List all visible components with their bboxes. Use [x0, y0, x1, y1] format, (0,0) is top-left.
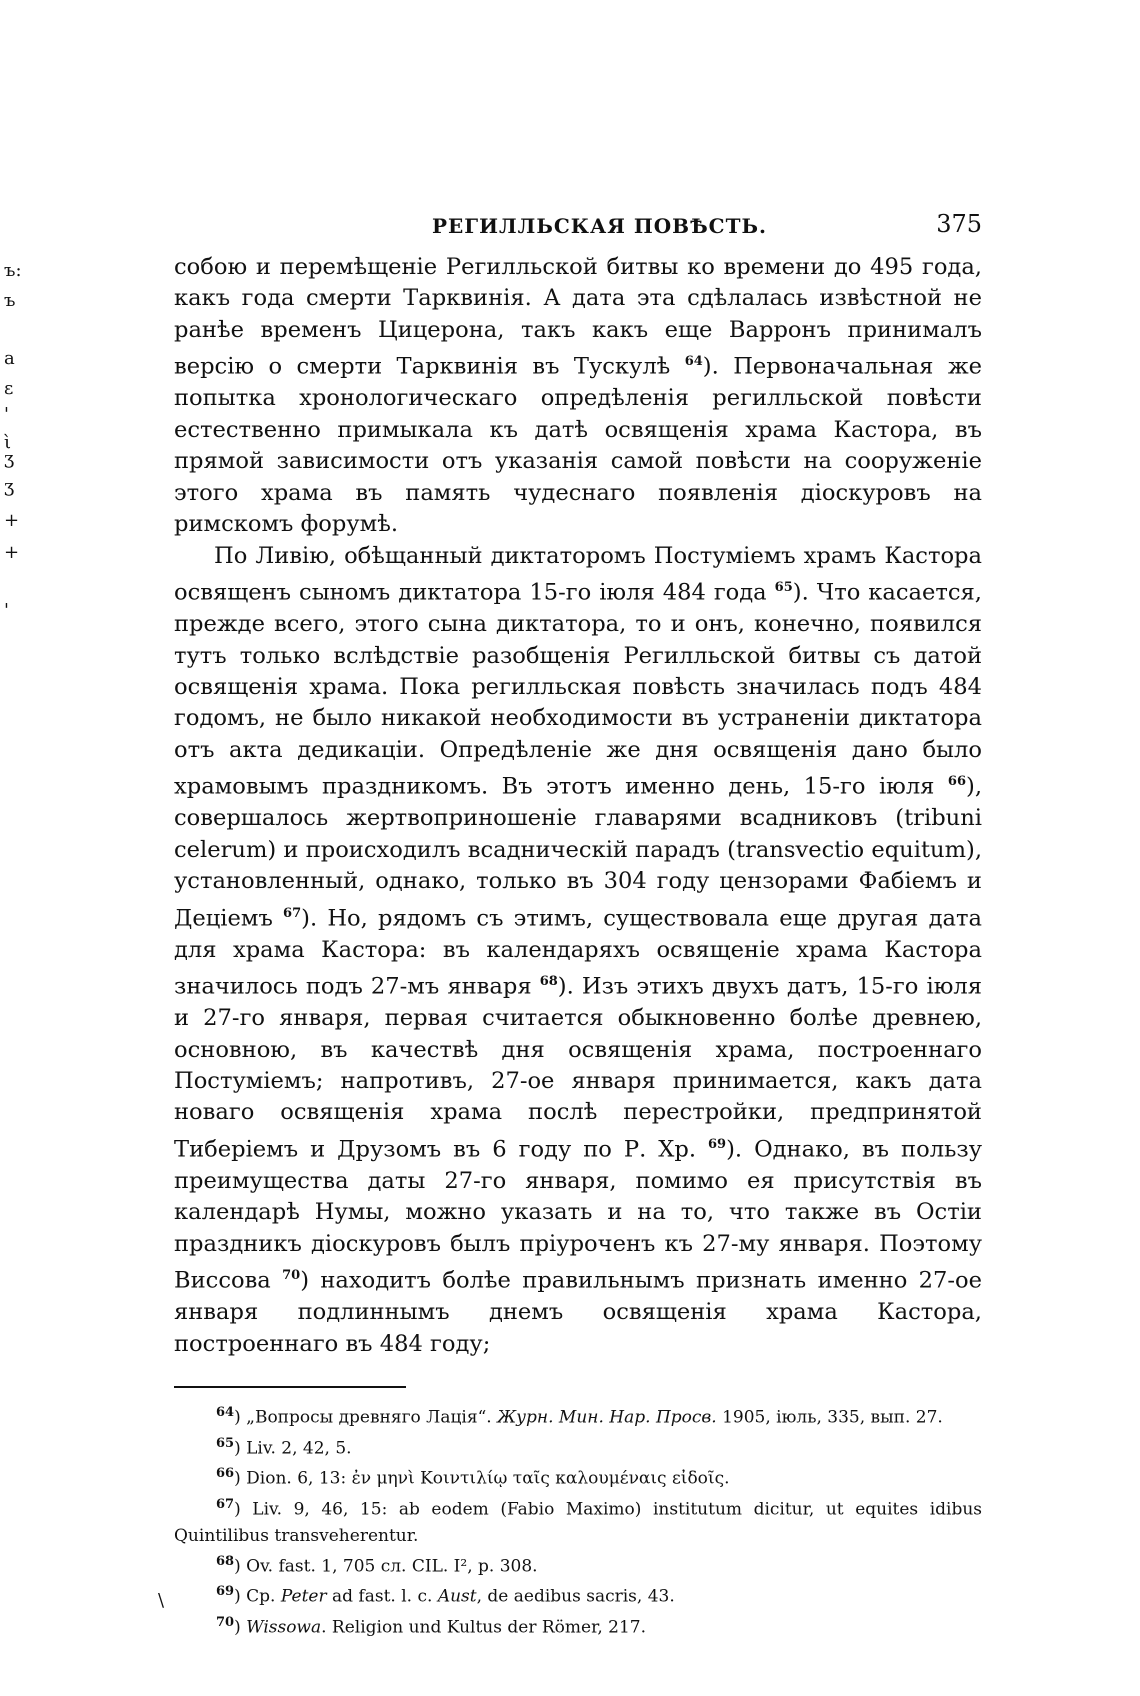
footnote-ref: 70: [282, 1268, 301, 1284]
footnote-number: 70: [216, 1615, 235, 1631]
footnote-number: 64: [216, 1405, 235, 1421]
footnote: [174, 1610, 982, 1641]
footnote-number: 69: [216, 1584, 235, 1600]
footnote-number: 67: [216, 1497, 235, 1513]
text-run: ). Однако, въ пользу преимущества даты 27-го января, помимо ея присутствія въ календарѣ Нумы, можно указать и на то, что также въ Остіи праздникъ діоскуровъ былъ пріуроченъ къ 27-му января. Поэтому Виссова: [174, 1136, 982, 1294]
text-run: ), совершалось жертвоприношеніе главарями всадниковъ (tribuni celerum) и происходилъ всадническій парадъ (transvectio equitum), установленный, однако, только въ 304 году цензорами Фабіемъ и Деціемъ: [174, 773, 982, 932]
text-run: Ср.: [246, 1587, 281, 1608]
italic-text: Aust: [437, 1587, 477, 1608]
body-paragraph: [174, 541, 982, 1361]
text-run: По Ливію, обѣщанный диктаторомъ Постуміемъ храмъ Кастора освященъ сыномъ диктатора 15-го іюля 484 года: [174, 542, 982, 606]
text-run: собою и перемѣщеніе Регилльской битвы ко времени до 495 года, какъ года смерти Тарквинія. А дата эта сдѣлалась извѣстной не ранѣе временъ Цицерона, такъ какъ еще Варронъ принималъ версію о смерти Тарквинія въ Тускулѣ: [174, 254, 982, 380]
footnote: [174, 1579, 982, 1610]
footnote-ref: 68: [539, 974, 558, 990]
footnote-number: 65: [216, 1435, 235, 1451]
text-run: ). Но, рядомъ съ этимъ, существовала еще другая дата для храма Кастора: въ календаряхъ освященіе храма Кастора значилось подъ 27-мъ января: [174, 905, 982, 1000]
text-run: Ov. fast. 1, 705 сл. CIL. I², p. 308.: [246, 1556, 538, 1577]
footnote-number: 66: [216, 1466, 235, 1482]
edge-mark: ʒ: [4, 476, 15, 497]
footnote-ref: 64: [684, 354, 703, 370]
text-run: ). Первоначальная же попытка хронологическаго опредѣленія регилльской повѣсти естественно примыкала къ датѣ освященія храма Кастора, въ прямой зависимости отъ указанія самой повѣсти на сооруженіе этого храма въ память чудеснаго появленія діоскуровъ на римскомъ форумѣ.: [174, 353, 982, 538]
text-run: „Вопросы древняго Лація“.: [246, 1407, 498, 1428]
text-run: , de aedibus sacris, 43.: [476, 1587, 675, 1608]
edge-mark: ε: [4, 378, 14, 399]
footnote-rule: [174, 1386, 406, 1388]
footnote-paren: ): [234, 1587, 247, 1608]
footnote-paren: ): [234, 1499, 253, 1520]
italic-text: Peter: [280, 1587, 327, 1608]
book-page: [174, 210, 982, 1641]
footnotes: [174, 1400, 982, 1641]
text-run: Dion. 6, 13: ἐν μηνὶ Κοιντιλίῳ ταῖς καλουμέναις εἰδοῖς.: [246, 1469, 730, 1490]
italic-text: Wissowa: [246, 1617, 322, 1638]
footnote-paren: ): [234, 1617, 247, 1638]
edge-mark: +: [4, 510, 20, 531]
edge-mark: ъ: [4, 290, 16, 311]
edge-mark: а: [4, 348, 15, 369]
edge-mark: ': [4, 600, 9, 621]
text-run: ). Что касается, прежде всего, этого сына диктатора, то и онъ, конечно, появился тутъ только вслѣдствіе разобщенія Регилльской битвы съ датой освященія храма. Пока регилльская повѣсть значилась подъ 484 годомъ, не было никакой необходимости въ устраненіи диктатора отъ акта дедикаціи. Опредѣленіе же дня освященія дано было храмовымъ праздникомъ. Въ этотъ именно день, 15-го іюля: [174, 579, 982, 800]
italic-text: Журн. Мин. Нар. Просв.: [497, 1407, 717, 1428]
text-run: . Religion und Kultus der Römer, 217.: [321, 1617, 646, 1638]
footnote: [174, 1549, 982, 1580]
running-title: РЕГИЛЛЬСКАЯ ПОВѢСТЬ.: [432, 214, 767, 238]
body-text: [174, 252, 982, 1360]
footnote-ref: 69: [708, 1136, 727, 1152]
footnote-paren: ): [234, 1556, 247, 1577]
edge-mark: ʒ: [4, 448, 15, 469]
text-run: ad fast. l. c.: [326, 1587, 438, 1608]
body-paragraph: [174, 252, 982, 541]
text-run: Liv. 9, 46, 15: ab eodem (Fabio Maximo) institutum dicitur, ut equites idibus Quintilibus transveherentur.: [174, 1499, 983, 1546]
footnote: [174, 1400, 982, 1431]
footnote-number: 68: [216, 1553, 235, 1569]
footnote-ref: 66: [947, 774, 966, 790]
edge-mark: ': [4, 404, 9, 425]
page-number: 375: [936, 210, 982, 238]
text-run: Liv. 2, 42, 5.: [246, 1438, 352, 1459]
footnote: [174, 1492, 982, 1549]
edge-mark: +: [4, 542, 20, 563]
text-run: 1905, іюль, 335, вып. 27.: [716, 1407, 943, 1428]
footnote-paren: ): [234, 1407, 247, 1428]
edge-mark: ὶ: [4, 432, 12, 453]
running-head: [174, 210, 982, 252]
footnote-paren: ): [234, 1438, 247, 1459]
footnote: [174, 1461, 982, 1492]
footnote-ref: 65: [774, 580, 793, 596]
text-run: ). Изъ этихъ двухъ датъ, 15-го іюля и 27-го января, первая считается обыкновенно болѣе древнею, основною, въ качествѣ дня освященія храма, построеннаго Постуміемъ; напротивъ, 27-ое января принимается, какъ дата новаго освященія храма послѣ перестройки, предпринятой Тиберіемъ и Друзомъ въ 6 году по Р. Хр.: [174, 973, 982, 1163]
footnote: [174, 1431, 982, 1462]
footnote-ref: 67: [283, 905, 302, 921]
footnote-paren: ): [234, 1469, 247, 1490]
stray-mark: \: [158, 1590, 165, 1611]
text-run: ) находитъ болѣе правильнымъ признать именно 27-ое января подлиннымъ днемъ освященія храма Кастора, построеннаго въ 484 году;: [174, 1267, 982, 1357]
edge-mark: ъ:: [4, 260, 22, 281]
